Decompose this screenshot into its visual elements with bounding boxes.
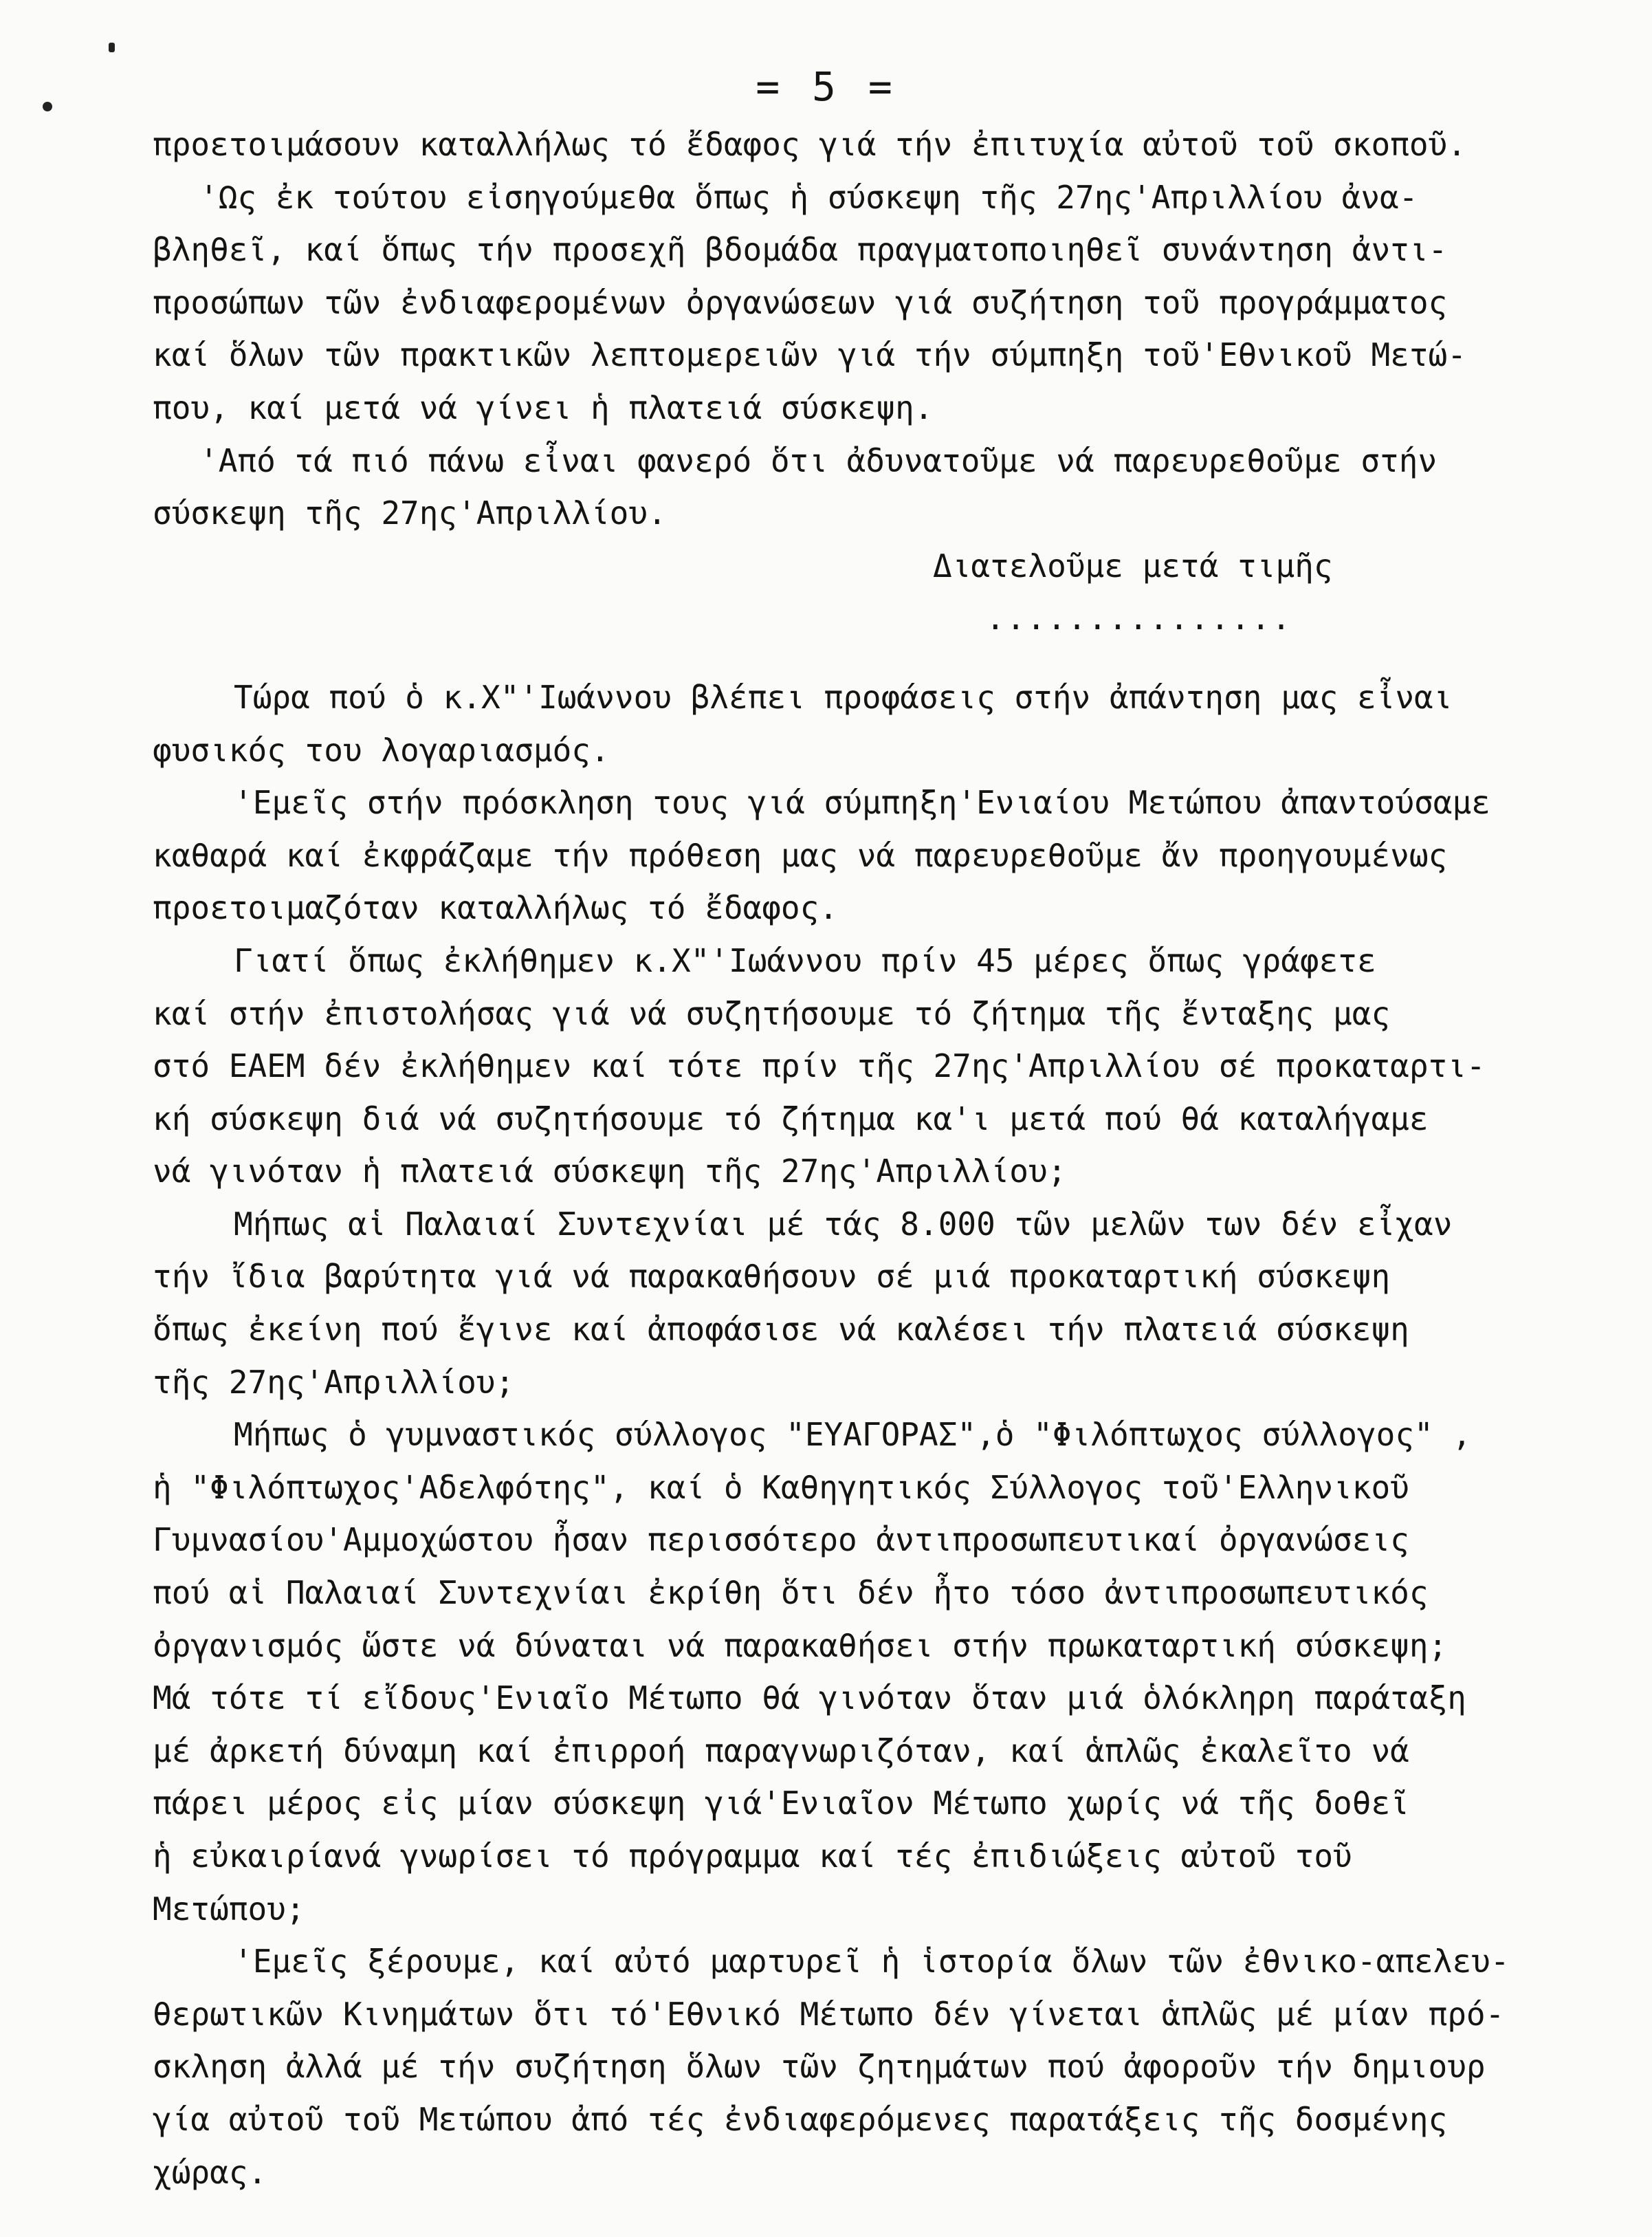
text-line: θερωτικῶν Κινημάτων ὅτι τό'Εθνικό Μέτωπο δέν γίνεται ἁπλῶς μέ μίαν πρό- bbox=[153, 1995, 1505, 2033]
text-line: Τώρα πού ὁ κ.Χ"'Ιωάννου βλέπει προφάσεις στήν ἀπάντηση μας εἶναι bbox=[234, 678, 1453, 716]
text-line: προσώπων τῶν ἐνδιαφερομένων ὀργανώσεων γιά συζήτηση τοῦ προγράμματος bbox=[153, 283, 1448, 321]
text-line: που, καί μετά νά γίνει ἡ πλατειά σύσκεψη. bbox=[153, 389, 934, 426]
text-line: 'Ως ἐκ τούτου εἰσηγούμεθα ὅπως ἡ σύσκεψη τῆς 27ης'Απριλλίου ἀνα- bbox=[199, 178, 1418, 216]
text-line: φυσικός του λογαριασμός. bbox=[153, 731, 610, 769]
text-line: βληθεῖ, καί ὅπως τήν προσεχῆ βδομάδα πραγματοποιηθεῖ συνάντηση ἀντι- bbox=[153, 231, 1448, 269]
text-line: κή σύσκεψη διά νά συζητήσουμε τό ζήτημα κα'ι μετά πού θά καταλήγαμε bbox=[153, 1100, 1429, 1137]
text-line: τήν ἴδια βαρύτητα γιά νά παρακαθήσουν σέ μιά προκαταρτική σύσκεψη bbox=[153, 1258, 1391, 1296]
text-line: νά γινόταν ἡ πλατειά σύσκεψη τῆς 27ης'Απριλλίου; bbox=[153, 1153, 1067, 1190]
text-line: ἡ εὐκαιρίανά γνωρίσει τό πρόγραμμα καί τές ἐπιδιώξεις αὐτοῦ τοῦ bbox=[153, 1837, 1352, 1875]
closing-salutation: Διατελοῦμε μετά τιμῆς bbox=[933, 547, 1333, 585]
text-line: ὀργανισμός ὥστε νά δύναται νά παρακαθήσει στήν πρωκαταρτική σύσκεψη; bbox=[153, 1626, 1448, 1664]
text-line: γία αὐτοῦ τοῦ Μετώπου ἀπό τές ἐνδιαφερόμενες παρατάξεις τῆς δοσμένης bbox=[153, 2100, 1448, 2138]
text-line: τῆς 27ης'Απριλλίου; bbox=[153, 1363, 515, 1401]
text-line: καί ὅλων τῶν πρακτικῶν λεπτομερειῶν γιά τήν σύμπηξη τοῦ'Εθνικοῦ Μετώ- bbox=[153, 336, 1466, 374]
text-line: προετοιμαζόταν καταλλήλως τό ἔδαφος. bbox=[153, 889, 838, 927]
text-line: Γυμνασίου'Αμμοχώστου ἦσαν περισσότερο ἀντιπροσωπευτικαί ὀργανώσεις bbox=[153, 1521, 1409, 1559]
letter-body bbox=[153, 118, 1624, 2198]
text-line: χώρας. bbox=[153, 2153, 267, 2191]
text-line: σκληση ἀλλά μέ τήν συζήτηση ὅλων τῶν ζητημάτων πού ἀφοροῦν τήν δημιουρ bbox=[153, 2048, 1486, 2086]
text-line: Μά τότε τί εἴδους'Ενιαῖο Μέτωπο θά γινόταν ὅταν μιά ὁλόκληρη παράταξη bbox=[153, 1679, 1466, 1717]
text-line: προετοιμάσουν καταλλήλως τό ἔδαφος γιά τήν ἐπιτυχία αὐτοῦ τοῦ σκοποῦ. bbox=[153, 126, 1466, 163]
text-line: Μήπως αἱ Παλαιαί Συντεχνίαι μέ τάς 8.000 τῶν μελῶν των δέν εἶχαν bbox=[234, 1205, 1453, 1243]
text-line: πού αἱ Παλαιαί Συντεχνίαι ἐκρίθη ὅτι δέν ἦτο τόσο ἀντιπροσωπευτικός bbox=[153, 1574, 1429, 1612]
text-line: ὅπως ἐκείνη πού ἔγινε καί ἀποφάσισε νά καλέσει τήν πλατειά σύσκεψη bbox=[153, 1311, 1409, 1349]
text-line: 'Εμεῖς στήν πρόσκληση τους γιά σύμπηξη'Ενιαίου Μετώπου ἀπαντούσαμε bbox=[234, 784, 1490, 822]
text-line: 'Εμεῖς ξέρουμε, καί αὐτό μαρτυρεῖ ἡ ἱστορία ὅλων τῶν ἐθνικο-απελευ- bbox=[234, 1943, 1510, 1980]
text-line: στό ΕΑΕΜ δέν ἐκλήθημεν καί τότε πρίν τῆς 27ης'Απριλλίου σέ προκαταρτι- bbox=[153, 1047, 1486, 1085]
paragraph-gap bbox=[153, 645, 1624, 671]
ink-mark bbox=[109, 43, 115, 52]
text-line: καί στήν ἐπιστολήσας γιά νά συζητήσουμε τό ζήτημα τῆς ἔνταξης μας bbox=[153, 994, 1391, 1032]
page-number: = 5 = bbox=[756, 63, 896, 110]
text-line: Γιατί ὅπως ἐκλήθημεν κ.Χ"'Ιωάννου πρίν 45 μέρες ὅπως γράφετε bbox=[234, 941, 1376, 979]
text-line: Μήπως ὁ γυμναστικός σύλλογος "ΕΥΑΓΟΡΑΣ",ὁ "Φιλόπτωχος σύλλογος" , bbox=[234, 1416, 1472, 1454]
text-line: μέ ἀρκετή δύναμη καί ἐπιρροή παραγνωριζόταν, καί ἁπλῶς ἐκαλεῖτο νά bbox=[153, 1732, 1409, 1769]
text-line: 'Από τά πιό πάνω εἶναι φανερό ὅτι ἀδυνατοῦμε νά παρευρεθοῦμε στήν bbox=[199, 441, 1438, 479]
text-line: ἡ "Φιλόπτωχος'Αδελφότης", καί ὁ Καθηγητικός Σύλλογος τοῦ'Ελληνικοῦ bbox=[153, 1468, 1409, 1506]
text-line: Μετώπου; bbox=[153, 1890, 305, 1928]
text-line: πάρει μέρος εἰς μίαν σύσκεψη γιά'Ενιαῖον Μέτωπο χωρίς νά τῆς δοθεῖ bbox=[153, 1785, 1409, 1822]
dotted-separator: ............... bbox=[986, 600, 1292, 637]
text-line: καθαρά καί ἐκφράζαμε τήν πρόθεση μας νά παρευρεθοῦμε ἄν προηγουμένως bbox=[153, 836, 1448, 874]
text-line: σύσκεψη τῆς 27ης'Απριλλίου. bbox=[153, 494, 667, 532]
